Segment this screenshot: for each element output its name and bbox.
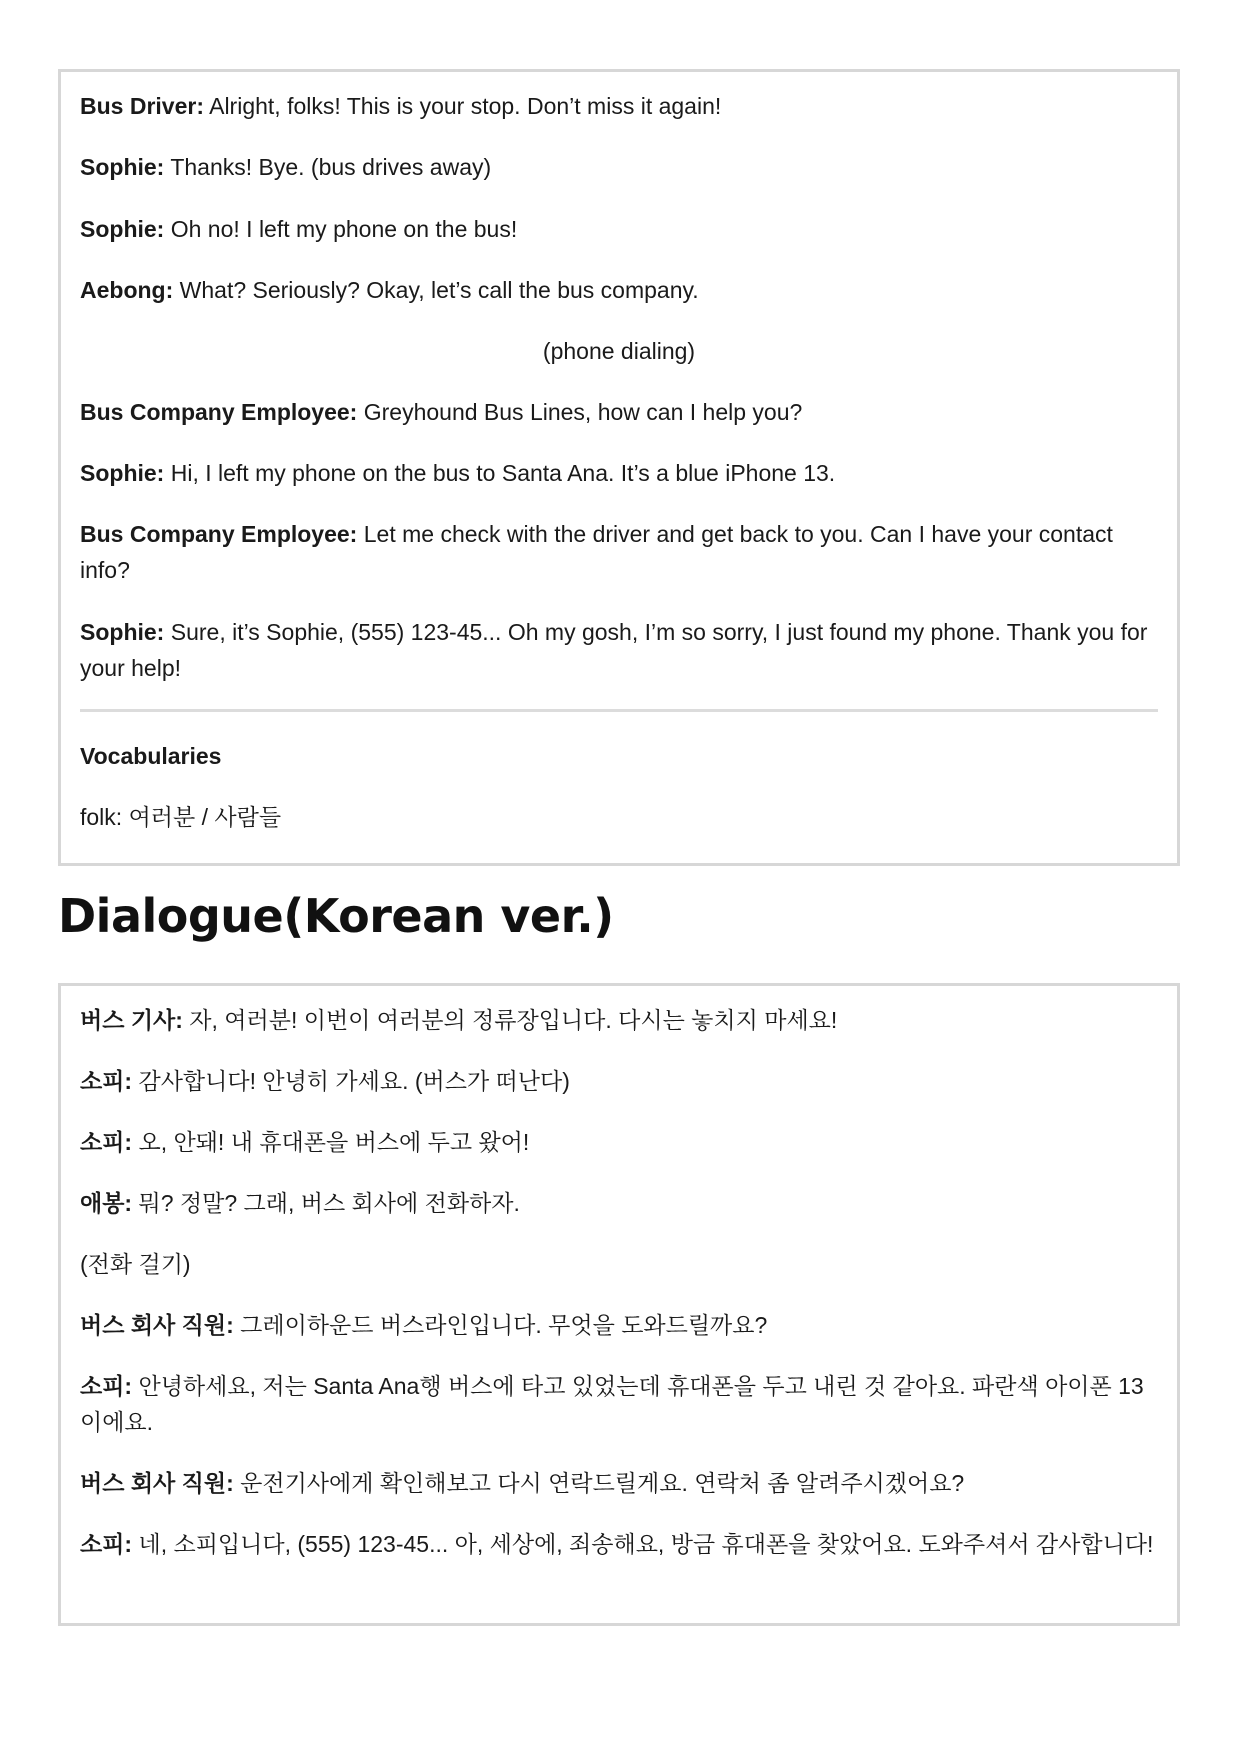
vocabularies-heading: Vocabularies (80, 743, 222, 769)
line-text: Oh no! I left my phone on the bus! (164, 216, 518, 242)
speaker-name: 버스 회사 직원: (80, 1312, 234, 1338)
dialogue-line (80, 1465, 1158, 1501)
dialogue-line (80, 516, 1158, 588)
stage-direction: (phone dialing) (542, 338, 696, 364)
dialogue-line (80, 1124, 1158, 1160)
vocab-item: folk: 여러분 / 사람들 (80, 804, 282, 830)
line-text: Greyhound Bus Lines, how can I help you? (357, 399, 803, 425)
speaker-name: Sophie: (80, 154, 165, 180)
line-text: Thanks! Bye. (bus drives away) (164, 154, 492, 180)
speaker-name: 애봉: (80, 1190, 133, 1216)
speaker-name: 버스 기사: (80, 1007, 183, 1033)
dialogue-line (80, 88, 1158, 124)
line-text: 안녕하세요, 저는 Santa Ana행 버스에 타고 있었는데 휴대폰을 두고 내린 것 같아요. 파란색 아이폰 13이에요. (80, 1373, 1144, 1435)
line-text: Let me check with the driver and get back to you. Can I have your contact info? (80, 521, 1113, 583)
dialogue-line (80, 614, 1158, 686)
dialogue-line (80, 394, 1158, 430)
dialogue-line (80, 211, 1158, 247)
korean-dialogue-box (58, 983, 1180, 1626)
dialogue-line (80, 1002, 1158, 1038)
line-text: 운전기사에게 확인해보고 다시 연락드릴게요. 연락처 좀 알려주시겠어요? (233, 1470, 965, 1496)
dialogue-line (80, 455, 1158, 491)
line-text: Alright, folks! This is your stop. Don’t miss it again! (203, 93, 722, 119)
dialogue-line (80, 1368, 1158, 1440)
speaker-name: 버스 회사 직원: (80, 1470, 234, 1496)
korean-section-heading: Dialogue(Korean ver.) (58, 889, 614, 943)
speaker-name: 소피: (80, 1129, 133, 1155)
line-text: 자, 여러분! 이번이 여러분의 정류장입니다. 다시는 놓치지 마세요! (182, 1007, 838, 1033)
line-text: Sure, it’s Sophie, (555) 123-45... Oh my gosh, I’m so sorry, I just found my phone. Thank you for your help! (80, 619, 1148, 681)
dialogue-line (80, 1526, 1158, 1562)
speaker-name: 소피: (80, 1373, 133, 1399)
dialogue-line (80, 272, 1158, 308)
section-divider (80, 709, 1158, 712)
dialogue-line (80, 149, 1158, 185)
stage-direction: (전화 걸기) (80, 1251, 191, 1277)
dialogue-line (80, 1185, 1158, 1221)
dialogue-line (80, 1307, 1158, 1343)
speaker-name: Sophie: (80, 216, 165, 242)
speaker-name: 소피: (80, 1068, 133, 1094)
line-text: 오, 안돼! 내 휴대폰을 버스에 두고 왔어! (132, 1129, 530, 1155)
line-text: 감사합니다! 안녕히 가세요. (버스가 떠난다) (132, 1068, 570, 1094)
speaker-name: Sophie: (80, 619, 165, 645)
speaker-name: 소피: (80, 1531, 133, 1557)
line-text: Hi, I left my phone on the bus to Santa Ana. It’s a blue iPhone 13. (164, 460, 836, 486)
speaker-name: Bus Company Employee: (80, 521, 358, 547)
line-text: 네, 소피입니다, (555) 123-45... 아, 세상에, 죄송해요, 방금 휴대폰을 찾았어요. 도와주셔서 감사합니다! (132, 1531, 1154, 1557)
line-text: 그레이하운드 버스라인입니다. 무엇을 도와드릴까요? (233, 1312, 768, 1338)
line-text: 뭐? 정말? 그래, 버스 회사에 전화하자. (132, 1190, 520, 1216)
speaker-name: Bus Company Employee: (80, 399, 358, 425)
line-text: What? Seriously? Okay, let’s call the bus company. (173, 277, 699, 303)
english-dialogue-box (58, 69, 1180, 866)
speaker-name: Sophie: (80, 460, 165, 486)
speaker-name: Bus Driver: (80, 93, 204, 119)
dialogue-line (80, 1063, 1158, 1099)
speaker-name: Aebong: (80, 277, 174, 303)
